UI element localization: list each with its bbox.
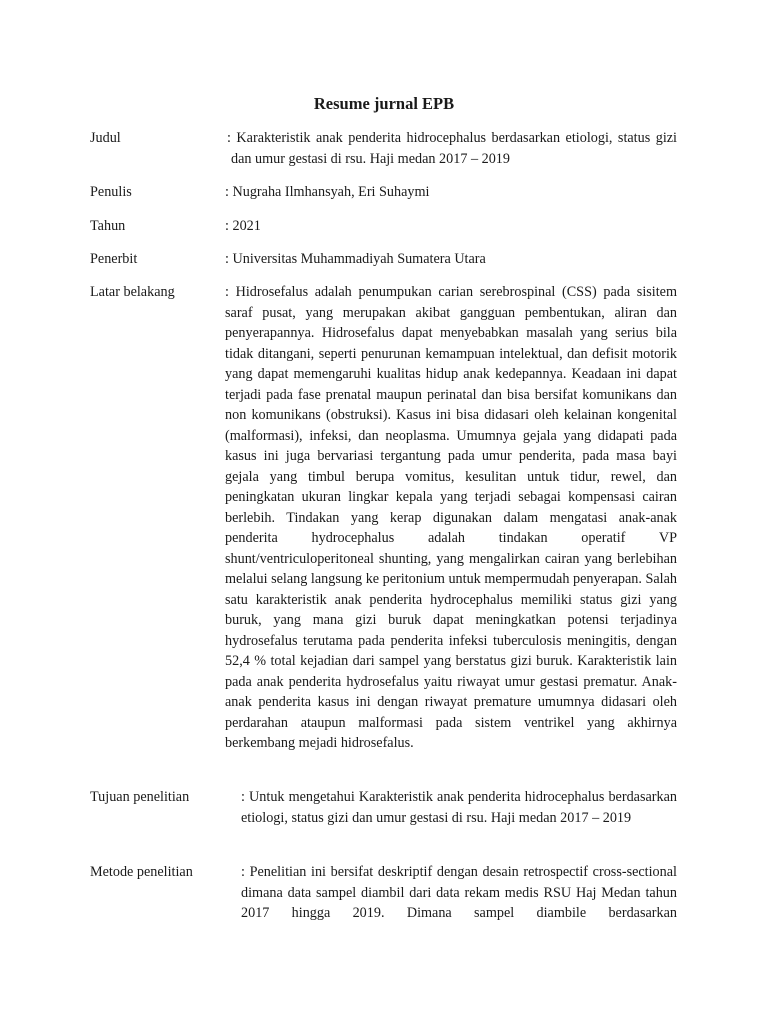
field-value-judul: : Karakteristik anak penderita hidrocephalus berdasarkan etiologi, status gizi dan umur gestasi di rsu. Haji medan 2017 – 2019 [227,130,677,167]
field-value-tahun: : 2021 [225,218,261,234]
field-value-penerbit: : Universitas Muhammadiyah Sumatera Utara [225,251,486,267]
field-label-metode-penelitian: Metode penelitian [90,864,193,880]
field-value-metode-penelitian: : Penelitian ini bersifat deskriptif dengan desain retrospectif cross-sectional dimana data sampel diambil dari data rekam medis RSU Haj Medan tahun 2017 hingga 2019. Dimana sampel diambile berdasarkan [241,864,677,921]
field-label-tujuan-penelitian: Tujuan penelitian [90,789,190,805]
document-title: Resume jurnal EPB [313,94,455,113]
field-value-penulis: : Nugraha Ilmhansyah, Eri Suhaymi [225,184,430,200]
field-label-penerbit: Penerbit [90,251,138,267]
field-value-tujuan-penelitian: : Untuk mengetahui Karakteristik anak penderita hidrocephalus berdasarkan etiologi, status gizi dan umur gestasi di rsu. Haji medan 2017 – 2019 [241,789,677,826]
field-label-judul: Judul [90,130,121,146]
field-label-latar-belakang: Latar belakang [90,284,175,300]
field-label-tahun: Tahun [90,218,126,234]
field-value-latar-belakang: : Hidrosefalus adalah penumpukan carian serebrospinal (CSS) pada sisitem saraf pusat, yang merupakan akibat gangguan pembentukan, aliran dan penyerapannya. Hidrosefalus dapat menyebabkan masalah yang serius bila tidak ditangani, seperti penurunan kemampuan intelektual, dan defisit motorik yang dapat memengaruhi kualitas hidup anak kedepannya. Keadaan ini dapat terjadi pada fase prenatal maupun perinatal dan bisa bersifat komunikans dan non komunikans (obstruksi). Kasus ini bisa didasari oleh kelainan kongenital (malformasi), infeksi, dan neoplasma. Umumnya gejala yang didapati pada kasus ini juga bervariasi tergantung pada umur penderita, pada masa bayi gejala yang timbul berupa vomitus, kesulitan untuk tidur, rewel, dan peningkatan ukuran lingkar kepala yang terjadi sebagai kompensasi cairan berlebih. Tindakan yang kerap digunakan dalam mengatasi anak-anak penderita hydrocephalus adalah tindakan operatif VP shunt/ventriculoperitoneal shunting, yang mengalirkan cairan yang berlebihan melalui selang langsung ke peritonium untuk mempermudah penyerapan. Salah satu karakteristik anak penderita hydrocephalus memiliki status gizi yang buruk, yang mana gizi buruk dapat meningkatkan potensi terjadinya hydrosefalus terutama pada penderita infeksi tuberculosis meningitis, dengan 52,4 % total kejadian dari sampel yang berstatus gizi buruk. Karakteristik lain pada anak penderita hydrosefalus yaitu riwayat umur gestasi prematur. Anak-anak penderita kasus ini dengan riwayat premature umumnya didasari oleh perdarahan ataupun malformasi pada sistem ventrikel yang akhirnya berkembang mejadi hidrosefalus. [225,284,677,751]
field-label-penulis: Penulis [90,184,132,200]
